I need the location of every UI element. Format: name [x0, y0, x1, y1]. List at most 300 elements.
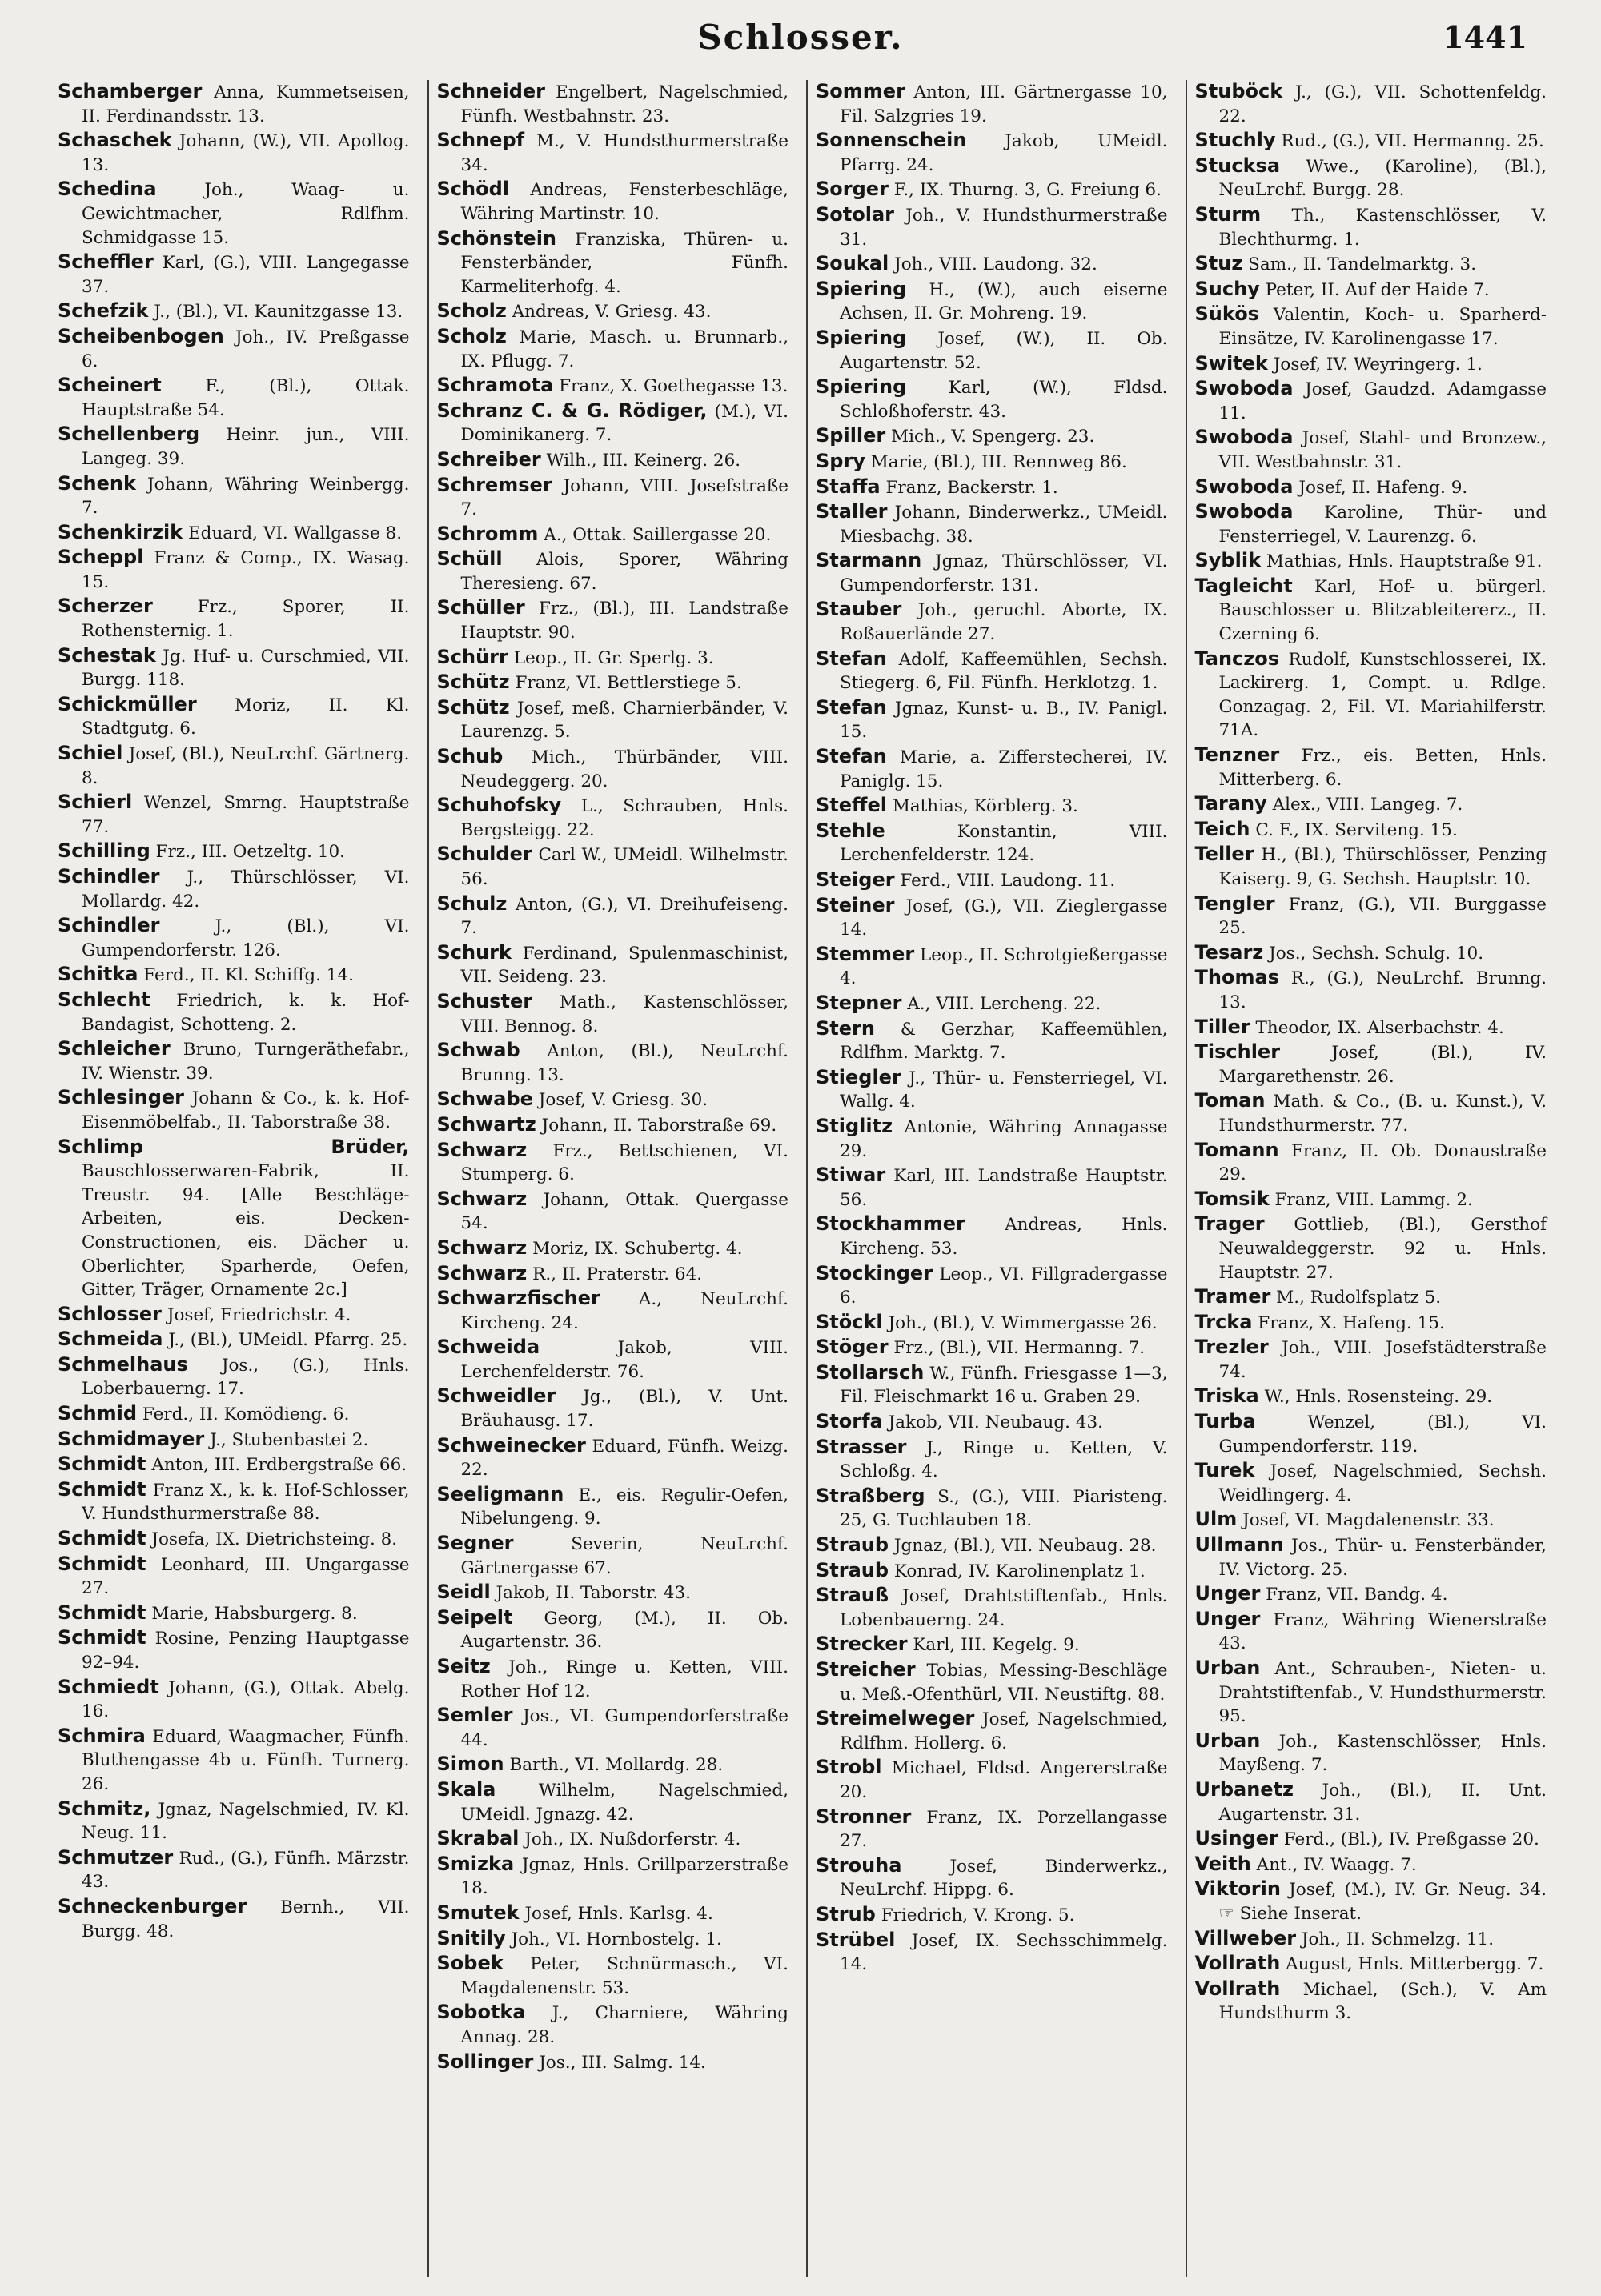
directory-entry — [58, 1136, 410, 1302]
entry-details: Jakob, II. Taborstr. 43. — [496, 1583, 691, 1604]
entry-details: Konrad, IV. Karolinenplatz 1. — [893, 1561, 1146, 1581]
directory-entry — [437, 941, 789, 989]
directory-entry — [437, 129, 789, 177]
entry-name: Schweida — [436, 1336, 540, 1359]
directory-entry — [816, 475, 1168, 500]
directory-entry — [437, 1113, 789, 1138]
entry-name: Tengler — [1194, 892, 1275, 915]
entry-details: Jos., Sechsh. Schulg. 10. — [1269, 943, 1484, 964]
entry-name: Schmidmayer — [58, 1427, 205, 1450]
entry-name: Straub — [816, 1558, 889, 1581]
entry-name: Schlecht — [58, 988, 150, 1011]
directory-entry — [437, 299, 789, 324]
entry-name: Spry — [816, 449, 865, 472]
entry-details: Friedrich, k. k. Hof-Bandagist, Schotteng. 2. — [82, 990, 410, 1035]
entry-name: Schwarz — [436, 1187, 528, 1210]
directory-entry — [1195, 1657, 1547, 1729]
entry-name: Schremser — [436, 473, 552, 496]
directory-entry — [437, 1704, 789, 1752]
entry-details: Moriz, IX. Schubertg. 4. — [532, 1238, 743, 1259]
entry-details: Ferd., II. Kl. Schiffg. 14. — [143, 965, 354, 986]
entry-details: L., Schrauben, Hnls. Bergsteigg. 22. — [460, 796, 788, 840]
entry-details: A., Ottak. Saillergasse 20. — [544, 524, 772, 545]
entry-details: Ant., IV. Waagg. 7. — [1256, 1854, 1417, 1875]
entry-name: Trager — [1194, 1212, 1265, 1236]
entry-details: J., Ringe u. Ketten, V. Schloßg. 4. — [840, 1437, 1168, 1482]
directory-entry — [437, 696, 789, 744]
directory-entry — [1195, 843, 1547, 891]
entry-details: Josef, Binderwerkz., NeuLrchf. Hippg. 6. — [840, 1856, 1168, 1901]
entry-details: Jakob, UMeidl. Pfarrg. 24. — [840, 131, 1168, 175]
entry-name: Stronner — [816, 1805, 912, 1828]
directory-entry — [1195, 129, 1547, 154]
entry-details: Franz, (G.), VII. Burggasse 25. — [1218, 894, 1547, 939]
directory-entry — [437, 1853, 789, 1901]
entry-details: Joh., VIII. Laudong. 32. — [894, 254, 1097, 275]
directory-entry — [437, 547, 789, 595]
entry-details: Franz, X. Hafeng. 15. — [1258, 1312, 1445, 1333]
entry-details: Leonhard, III. Ungargasse 27. — [82, 1554, 410, 1599]
entry-details: Joh., II. Schmelzg. 11. — [1301, 1929, 1495, 1949]
directory-entry — [58, 1428, 410, 1453]
directory-entry — [58, 1527, 410, 1552]
directory-entry — [437, 325, 789, 373]
entry-details: Joh., VIII. Josefstädterstraße 74. — [1218, 1338, 1547, 1382]
entry-name: Spiering — [816, 277, 907, 300]
directory-entry — [437, 671, 789, 695]
entry-details: F., IX. Thurng. 3, G. Freiung 6. — [893, 180, 1162, 201]
entry-details: Franz, X. Goethegasse 13. — [559, 376, 788, 397]
entry-name: Trcka — [1194, 1310, 1253, 1333]
entry-details: W., Hnls. Rosensteing. 29. — [1264, 1387, 1493, 1408]
directory-entry — [1195, 792, 1547, 817]
entry-name: Schlosser — [58, 1302, 162, 1325]
entry-details: Jgnaz, Thürschlösser, VI. Gumpendorferstr. 131. — [840, 551, 1168, 595]
directory-entry — [58, 1402, 410, 1427]
entry-name: Schweidler — [436, 1384, 556, 1408]
directory-entry — [1195, 1040, 1547, 1088]
directory-entry — [816, 1410, 1168, 1435]
entry-name: Schnepf — [436, 129, 525, 152]
entry-name: Stepner — [816, 991, 902, 1014]
entry-details: Josef, meß. Charnierbänder, V. Laurenzg. 5. — [460, 698, 788, 743]
directory-entry — [1195, 500, 1547, 548]
entry-details: Jgnaz, (Bl.), VII. Neubaug. 28. — [893, 1536, 1157, 1557]
entry-name: Streicher — [816, 1658, 916, 1681]
entry-details: Marie, (Bl.), III. Rennweg 86. — [870, 451, 1127, 472]
entry-name: Scholz — [436, 299, 507, 323]
directory-entry — [816, 943, 1168, 991]
directory-entry — [437, 794, 789, 842]
directory-entry — [816, 500, 1168, 548]
entry-name: Starmann — [816, 549, 922, 572]
entry-details: Jos., (G.), Hnls. Loberbauerng. 17. — [82, 1355, 410, 1400]
entry-details: Andreas, Hnls. Kircheng. 53. — [840, 1215, 1168, 1259]
entry-name: Stiglitz — [816, 1114, 893, 1137]
directory-entry — [816, 794, 1168, 819]
directory-entry — [816, 1336, 1168, 1360]
entry-details: J., Charniere, Währing Annag. 28. — [460, 2003, 788, 2047]
entry-details: Marie, Masch. u. Brunnarb., IX. Pflugg. 7. — [460, 327, 788, 371]
entry-name: Schmidt — [58, 1626, 146, 1649]
entry-name: Schlimp Brüder, — [58, 1135, 410, 1158]
entry-details: Eduard, Fünfh. Weizg. 22. — [460, 1436, 788, 1481]
entry-name: Schneckenburger — [58, 1894, 247, 1917]
directory-entry — [437, 1778, 789, 1826]
directory-entry — [816, 992, 1168, 1016]
entry-name: Teich — [1194, 817, 1250, 840]
entry-name: Schweinecker — [436, 1433, 586, 1457]
entry-details: Ant., Schrauben-, Nieten- u. Drahtstiftenfab., V. Hundsthurmerstr. 95. — [1218, 1659, 1547, 1727]
directory-entry — [437, 1287, 789, 1335]
entry-details: Friedrich, V. Krong. 5. — [881, 1905, 1075, 1925]
entry-details: J., Thürschlösser, VI. Mollardg. 42. — [82, 868, 410, 912]
entry-details: Th., Kastenschlösser, V. Blechthurmg. 1. — [1218, 205, 1547, 250]
directory-entry — [816, 450, 1168, 475]
entry-details: Josef, Nagelschmied, Sechsh. Weidlingerg. 4. — [1218, 1461, 1547, 1505]
entry-details: & Gerzhar, Kaffeemühlen, Rdlfhm. Marktg. 7. — [840, 1019, 1168, 1064]
entry-name: Stöckl — [816, 1310, 883, 1333]
directory-entry — [437, 1483, 789, 1531]
directory-entry — [816, 1361, 1168, 1409]
entry-name: Viktorin — [1194, 1877, 1281, 1901]
entry-details: Franz, II. Ob. Donaustraße 29. — [1218, 1140, 1547, 1185]
entry-name: Tiller — [1194, 1015, 1250, 1038]
directory-entry — [58, 1478, 410, 1526]
entry-details: Wenzel, (Bl.), VI. Gumpendorferstr. 119. — [1218, 1412, 1547, 1457]
entry-name: Strub — [816, 1902, 876, 1925]
directory-entry — [816, 129, 1168, 177]
directory-entry — [1195, 1336, 1547, 1384]
entry-name: Ullmann — [1194, 1533, 1284, 1557]
entry-name: Sorger — [816, 178, 889, 201]
entry-details: Josef, (W.), II. Ob. Augartenstr. 52. — [840, 328, 1168, 373]
entry-name: Toman — [1194, 1089, 1266, 1112]
entry-name: Stehle — [816, 819, 885, 842]
entry-details: Frz., eis. Betten, Hnls. Mitterberg. 6. — [1218, 746, 1547, 790]
directory-entry — [437, 1532, 789, 1580]
entry-name: Tanczos — [1194, 647, 1280, 670]
directory-entry — [816, 1311, 1168, 1336]
entry-name: Tarany — [1194, 792, 1267, 815]
directory-entry — [1195, 1582, 1547, 1607]
entry-name: Schneider — [436, 80, 545, 102]
entry-details: J., (Bl.), UMeidl. Pfarrg. 25. — [168, 1330, 408, 1351]
column-3 — [806, 80, 1168, 2277]
directory-entry — [58, 595, 410, 643]
entry-name: Schromm — [436, 522, 539, 545]
entry-details: Heinr. jun., VIII. Langeg. 39. — [82, 425, 410, 469]
entry-name: Schüller — [436, 596, 525, 619]
directory-entry — [437, 374, 789, 399]
entry-details: Antonie, Währing Annagasse 29. — [840, 1116, 1168, 1161]
directory-entry — [58, 1553, 410, 1601]
page-number: 1441 — [1443, 19, 1527, 55]
entry-details: Alex., VIII. Langeg. 7. — [1272, 795, 1463, 815]
directory-entry — [437, 843, 789, 891]
entry-name: Scheinert — [58, 374, 162, 397]
entry-details: Ferd., (Bl.), IV. Preßgasse 20. — [1283, 1829, 1539, 1850]
entry-details: Math. & Co., (B. u. Kunst.), V. Hundsthurmerstr. 77. — [1218, 1092, 1547, 1136]
entry-details: Johann, Währing Weinbergg. 7. — [82, 474, 410, 519]
entry-details: Anton, (Bl.), NeuLrchf. Brunng. 13. — [460, 1041, 788, 1085]
entry-details: Josef, (Bl.), IV. Margarethenstr. 26. — [1218, 1043, 1547, 1087]
entry-name: Schuhofsky — [436, 794, 562, 817]
directory-entry — [58, 299, 410, 324]
directory-entry — [1195, 1827, 1547, 1852]
directory-entry — [816, 745, 1168, 793]
entry-name: Sobek — [436, 1952, 504, 1975]
entry-name: Schleicher — [58, 1037, 171, 1060]
directory-entry — [816, 424, 1168, 449]
entry-name: Schödl — [436, 178, 509, 201]
entry-details: Josef, VI. Magdalenenstr. 33. — [1242, 1510, 1495, 1531]
directory-entry — [437, 1827, 789, 1852]
entry-name: Scheffler — [58, 250, 154, 274]
directory-entry — [1195, 352, 1547, 377]
directory-entry — [1195, 1952, 1547, 1977]
entry-name: Schmeida — [58, 1328, 163, 1351]
directory-entry — [437, 1236, 789, 1261]
entry-name: Schilling — [58, 839, 150, 863]
entry-details: Frz., (Bl.), III. Landstraße Hauptstr. 90. — [460, 599, 788, 643]
directory-entry — [437, 1139, 789, 1187]
directory-entry — [816, 327, 1168, 375]
entry-details: Frz., III. Oetzeltg. 10. — [155, 842, 345, 863]
entry-details: Franz, VII. Bandg. 4. — [1266, 1585, 1448, 1605]
directory-entry — [816, 375, 1168, 423]
entry-details: M., V. Hundsthurmerstraße 34. — [460, 131, 788, 175]
entry-details: J., (Bl.), VI. Gumpendorferstr. 126. — [82, 916, 410, 960]
directory-entry — [437, 1088, 789, 1112]
entry-name: Stockinger — [816, 1261, 933, 1284]
entry-name: Urbanetz — [1194, 1777, 1294, 1801]
entry-details: Engelbert, Nagelschmied, Fünfh. Westbahnstr. 23. — [460, 82, 788, 126]
directory-entry — [816, 1756, 1168, 1804]
directory-entry — [58, 325, 410, 373]
entry-details: R., II. Praterstr. 64. — [532, 1264, 703, 1284]
directory-entry — [1195, 1977, 1547, 2026]
entry-name: Swoboda — [1194, 377, 1294, 400]
directory-entry — [816, 1212, 1168, 1260]
entry-details: Mich., Thürbänder, VIII. Neudeggerg. 20. — [460, 747, 788, 791]
directory-entry — [1195, 475, 1547, 500]
directory-entry — [1195, 941, 1547, 966]
directory-entry — [1195, 1016, 1547, 1040]
directory-entry — [1195, 818, 1547, 843]
entry-name: Strübel — [816, 1928, 896, 1951]
entry-name: Schreiber — [436, 447, 541, 471]
entry-name: Stiwar — [816, 1164, 886, 1187]
directory-entry — [1195, 1285, 1547, 1310]
directory-entry — [1195, 1384, 1547, 1409]
directory-entry — [437, 892, 789, 940]
entry-name: Schwabe — [436, 1088, 533, 1111]
entry-name: Schwarz — [436, 1261, 528, 1284]
entry-details: J., (G.), VII. Schottenfeldg. 22. — [1218, 82, 1547, 126]
entry-details: Mathias, Hnls. Hauptstraße 91. — [1266, 551, 1543, 572]
entry-details: E., eis. Regulir-Oefen, Nibelungeng. 9. — [460, 1485, 788, 1529]
entry-details: Franziska, Thüren- u. Fensterbänder, Fünfh. Karmeliterhofg. 4. — [460, 229, 788, 297]
directory-entry — [58, 742, 410, 790]
directory-entry — [816, 1115, 1168, 1163]
entry-details: Andreas, V. Griesg. 43. — [512, 302, 712, 323]
entry-name: Schestak — [58, 643, 156, 667]
entry-name: Schiel — [58, 742, 123, 765]
entry-name: Straßberg — [816, 1484, 925, 1507]
directory-entry — [1195, 575, 1547, 647]
directory-entry — [816, 1533, 1168, 1558]
directory-entry — [816, 80, 1168, 128]
entry-name: Staffa — [816, 475, 881, 498]
directory-entry — [437, 1606, 789, 1654]
entry-name: Schaschek — [58, 129, 172, 152]
entry-details: Rud., (G.), VII. Hermanng. 25. — [1281, 131, 1544, 152]
entry-name: Schütz — [436, 695, 510, 719]
entry-details: Josef, IX. Sechsschimmelg. 14. — [840, 1930, 1168, 1975]
entry-details: Jakob, VIII. Lerchenfelderstr. 76. — [460, 1338, 788, 1382]
entry-name: Seidl — [436, 1581, 491, 1604]
directory-entry — [58, 1601, 410, 1626]
entry-name: Semler — [436, 1704, 513, 1727]
directory-entry — [1195, 1459, 1547, 1507]
entry-name: Sobotka — [436, 2001, 526, 2024]
column-1 — [58, 80, 410, 2277]
entry-name: Seipelt — [436, 1605, 513, 1629]
entry-name: Schenk — [58, 471, 136, 495]
directory-entry — [58, 1725, 410, 1797]
directory-entry — [816, 1164, 1168, 1212]
entry-name: Turek — [1194, 1459, 1255, 1482]
entry-name: Schmelhaus — [58, 1352, 188, 1376]
entry-details: Jg., (Bl.), V. Unt. Bräuhausg. 17. — [460, 1387, 788, 1432]
entry-details: J., Thür- u. Fensterriegel, VI. Wallg. 4. — [840, 1068, 1168, 1112]
directory-entry — [1195, 1927, 1547, 1952]
directory-entry — [58, 1797, 410, 1845]
entry-name: Tischler — [1194, 1040, 1281, 1064]
entry-name: Triska — [1194, 1384, 1259, 1408]
entry-details: H., (W.), auch eiserne Achsen, II. Gr. Mohreng. 19. — [840, 279, 1168, 324]
entry-details: Ferdinand, Spulenmaschinist, VII. Seideng. 23. — [460, 943, 788, 988]
entry-details: (M.), VI. Dominikanerg. 7. — [460, 401, 789, 446]
entry-details: Franz, IX. Porzellangasse 27. — [840, 1807, 1168, 1852]
directory-entry — [58, 1086, 410, 1134]
directory-entry — [58, 546, 410, 594]
entry-name: Veith — [1194, 1852, 1251, 1875]
directory-entry — [58, 865, 410, 913]
entry-name: Schönstein — [436, 226, 557, 250]
entry-name: Sükös — [1194, 303, 1259, 326]
entry-details: Barth., VI. Mollardg. 28. — [509, 1755, 724, 1776]
entry-name: Sollinger — [436, 2050, 534, 2073]
entry-details: Josef, (Bl.), NeuLrchf. Gärtnerg. 8. — [82, 744, 410, 788]
entry-name: Segner — [436, 1532, 514, 1555]
directory-entry — [437, 1039, 789, 1087]
page-title: Schlosser. — [697, 18, 904, 57]
entry-details: Leop., II. Gr. Sperlg. 3. — [513, 647, 714, 668]
directory-entry — [816, 278, 1168, 326]
entry-details: Michael, (Sch.), V. Am Hundsthurm 3. — [1218, 1979, 1547, 2024]
directory-entry — [58, 1453, 410, 1477]
entry-name: Schütz — [436, 671, 510, 694]
directory-entry — [437, 596, 789, 644]
entry-name: Strauß — [816, 1584, 889, 1607]
entry-name: Strecker — [816, 1633, 908, 1656]
entry-name: Stauber — [816, 598, 902, 621]
entry-details: S., (G.), VIII. Piaristeng. 25, G. Tuchlauben 18. — [840, 1486, 1168, 1531]
entry-name: Scheppl — [58, 546, 144, 569]
entry-details: Ferd., VIII. Laudong. 11. — [900, 871, 1116, 891]
entry-details: Johann, (W.), VII. Apollog. 13. — [82, 131, 410, 175]
entry-name: Unger — [1194, 1607, 1261, 1630]
entry-details: Theodor, IX. Alserbachstr. 4. — [1255, 1017, 1504, 1038]
entry-details: W., Fünfh. Friesgasse 1—3, Fil. Fleischmarkt 16 u. Graben 29. — [840, 1363, 1168, 1408]
entry-name: Swoboda — [1194, 500, 1294, 523]
entry-details: Josef, Drahtstiftenfab., Hnls. Lobenbauerng. 24. — [840, 1586, 1168, 1630]
entry-name: Stiegler — [816, 1065, 901, 1088]
entry-name: Spiering — [816, 375, 907, 399]
entry-details: Joh., (Bl.), V. Wimmergasse 26. — [888, 1312, 1158, 1333]
column-4 — [1186, 80, 1547, 2277]
entry-name: Vollrath — [1194, 1952, 1281, 1975]
column-2 — [427, 80, 789, 2277]
entry-name: Syblik — [1194, 549, 1262, 572]
entry-name: Smizka — [436, 1852, 515, 1875]
entry-name: Spiller — [816, 424, 886, 447]
entry-details: Mathias, Körblerg. 3. — [892, 796, 1078, 817]
directory-entry — [1195, 252, 1547, 277]
directory-entry — [58, 1626, 410, 1674]
directory-entry — [816, 1903, 1168, 1928]
entry-details: C. F., IX. Serviteng. 15. — [1255, 819, 1458, 840]
directory-entry — [58, 178, 410, 250]
directory-entry — [816, 1805, 1168, 1853]
entry-name: Schamberger — [58, 80, 203, 102]
entry-details: Rudolf, Kunstschlosserei, IX. Lackirerg. 1, Compt. u. Rdlge. Gonzagag. 2, Fil. VI. Mariahilferstr. 71A. — [1218, 649, 1547, 741]
entry-details: Franz, VIII. Lammg. 2. — [1274, 1189, 1473, 1210]
entry-details: Andreas, Fensterbeschläge, Währing Martinstr. 10. — [460, 180, 788, 224]
entry-name: Stöger — [816, 1336, 889, 1359]
directory-entry — [58, 1846, 410, 1894]
entry-name: Strouha — [816, 1853, 902, 1877]
entry-name: Stern — [816, 1016, 875, 1040]
directory-entry — [1195, 1188, 1547, 1212]
entry-details: Joh., VI. Hornbostelg. 1. — [511, 1929, 722, 1949]
directory-entry — [1195, 1853, 1547, 1877]
directory-entry — [1195, 1139, 1547, 1187]
directory-entry — [58, 423, 410, 471]
entry-details: Jos., VI. Gumpendorferstraße 44. — [460, 1706, 788, 1750]
entry-name: Unger — [1194, 1582, 1261, 1605]
entry-details: Anton, III. Erdbergstraße 66. — [151, 1455, 407, 1476]
entry-details: Franz & Comp., IX. Wasag. 15. — [82, 548, 410, 592]
entry-name: Stollarsch — [816, 1360, 925, 1384]
entry-name: Schmitz, — [58, 1797, 151, 1820]
entry-name: Skrabal — [436, 1827, 520, 1850]
directory-entry — [437, 2050, 789, 2075]
directory-entry — [816, 598, 1168, 646]
directory-entry — [437, 646, 789, 671]
entry-details: Johann & Co., k. k. Hof-Eisenmöbelfab., II. Taborstraße 38. — [82, 1088, 410, 1132]
entry-details: Josef, (M.), IV. Gr. Neug. 34. ☞ Siehe Inserat. — [1218, 1880, 1547, 1924]
entry-details: Eduard, VI. Wallgasse 8. — [187, 523, 403, 543]
directory-entry — [58, 693, 410, 741]
entry-details: R., (G.), NeuLrchf. Brunng. 13. — [1218, 968, 1547, 1012]
entry-name: Schmiedt — [58, 1675, 159, 1698]
entry-name: Vollrath — [1194, 1977, 1281, 2000]
directory-entry — [58, 1895, 410, 1943]
entry-name: Smutek — [436, 1901, 520, 1924]
